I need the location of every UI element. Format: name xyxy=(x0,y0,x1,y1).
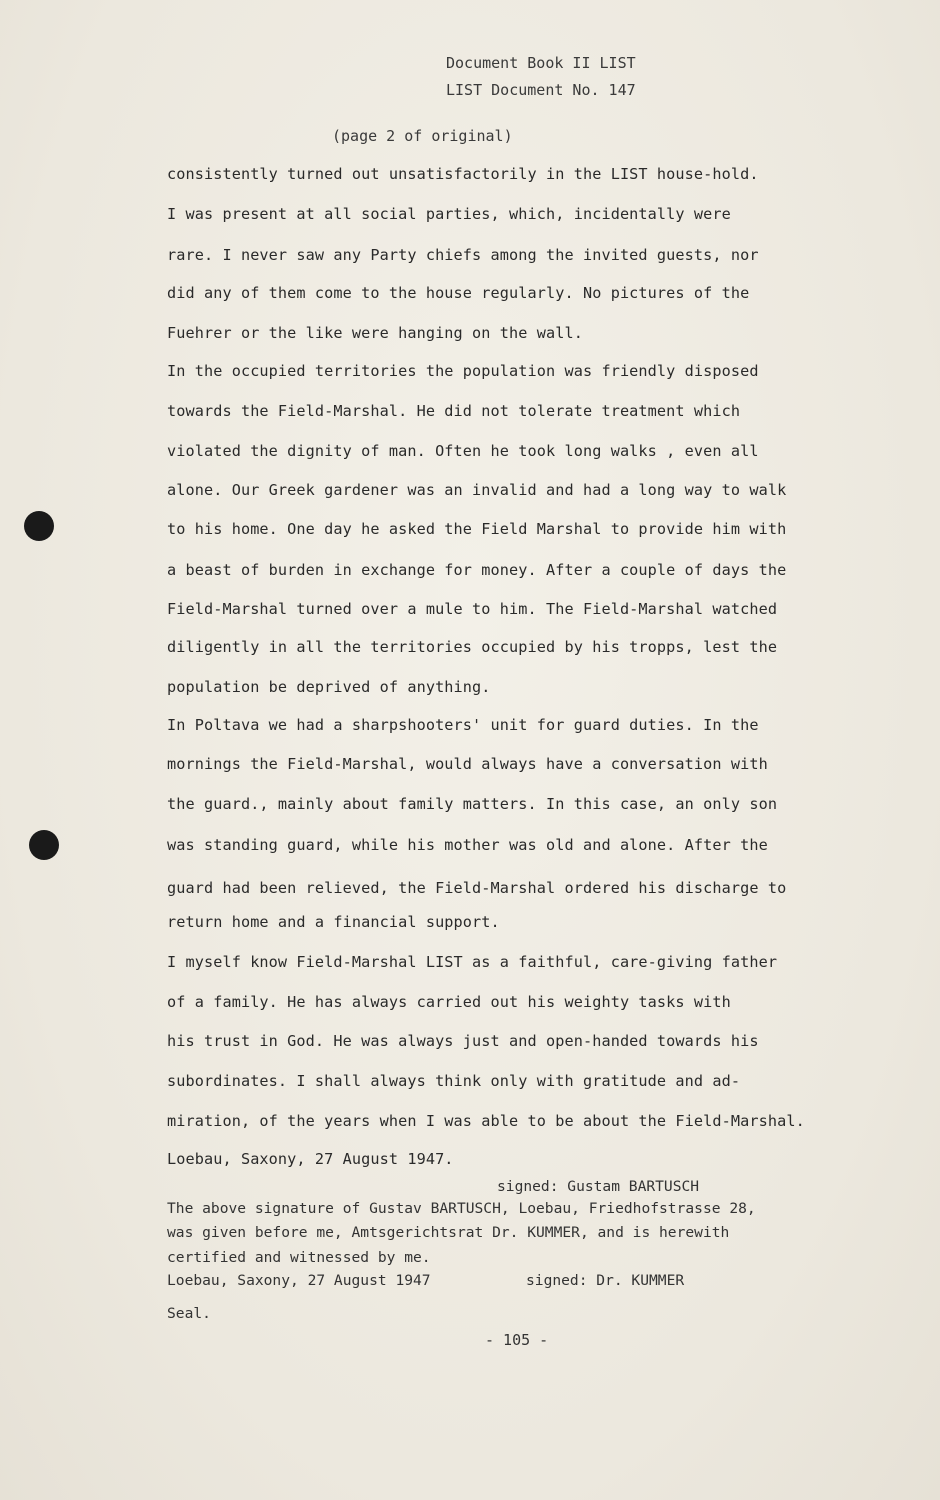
page-number: - 105 - xyxy=(485,1331,549,1349)
body-line: miration, of the years when I was able to be about the Field-Marshal. xyxy=(167,1112,805,1130)
body-line: of a family. He has always carried out his weighty tasks with xyxy=(167,993,731,1011)
body-line: a beast of burden in exchange for money. After a couple of days the xyxy=(167,561,787,579)
body-line: diligently in all the territories occupied by his tropps, lest the xyxy=(167,638,778,656)
body-line: rare. I never saw any Party chiefs among the invited guests, nor xyxy=(167,246,759,264)
body-line: towards the Field-Marshal. He did not tolerate treatment which xyxy=(167,402,741,420)
body-line: population be deprived of anything. xyxy=(167,678,491,696)
body-line: did any of them come to the house regularly. No pictures of the xyxy=(167,284,750,302)
date-line: Loebau, Saxony, 27 August 1947. xyxy=(167,1150,454,1168)
punch-hole xyxy=(29,830,59,860)
seal-label: Seal. xyxy=(167,1305,211,1322)
body-line: his trust in God. He was always just and open-handed towards his xyxy=(167,1032,759,1050)
body-line: In Poltava we had a sharpshooters' unit for guard duties. In the xyxy=(167,716,759,734)
body-line: guard had been relieved, the Field-Marshal ordered his discharge to xyxy=(167,879,787,897)
signature-kummer: signed: Dr. KUMMER xyxy=(526,1272,685,1289)
certification-line: The above signature of Gustav BARTUSCH, Loebau, Friedhofstrasse 28, xyxy=(167,1200,756,1217)
body-line: Fuehrer or the like were hanging on the wall. xyxy=(167,324,583,342)
body-line: return home and a financial support. xyxy=(167,913,500,931)
certification-place-date: Loebau, Saxony, 27 August 1947 xyxy=(167,1272,431,1289)
body-line: I was present at all social parties, which, incidentally were xyxy=(167,205,731,223)
body-line: alone. Our Greek gardener was an invalid and had a long way to walk xyxy=(167,481,787,499)
body-line: to his home. One day he asked the Field Marshal to provide him with xyxy=(167,520,787,538)
body-line: violated the dignity of man. Often he took long walks , even all xyxy=(167,442,759,460)
document-number: LIST Document No. 147 xyxy=(446,81,636,99)
document-book-title: Document Book II LIST xyxy=(446,54,636,72)
page-of-original: (page 2 of original) xyxy=(332,127,513,145)
body-line: the guard., mainly about family matters. In this case, an only son xyxy=(167,795,778,813)
body-line: mornings the Field-Marshal, would always have a conversation with xyxy=(167,755,768,773)
punch-hole xyxy=(24,511,54,541)
certification-line: was given before me, Amtsgerichtsrat Dr. KUMMER, and is herewith xyxy=(167,1224,730,1241)
body-line: was standing guard, while his mother was old and alone. After the xyxy=(167,836,768,854)
body-line: In the occupied territories the population was friendly disposed xyxy=(167,362,759,380)
body-line: Field-Marshal turned over a mule to him. The Field-Marshal watched xyxy=(167,600,778,618)
body-line: I myself know Field-Marshal LIST as a faithful, care-giving father xyxy=(167,953,778,971)
body-line: subordinates. I shall always think only with gratitude and ad- xyxy=(167,1072,741,1090)
certification-line: certified and witnessed by me. xyxy=(167,1249,431,1266)
body-line: consistently turned out unsatisfactorily in the LIST house-hold. xyxy=(167,165,759,183)
signature-bartusch: signed: Gustam BARTUSCH xyxy=(497,1178,700,1195)
